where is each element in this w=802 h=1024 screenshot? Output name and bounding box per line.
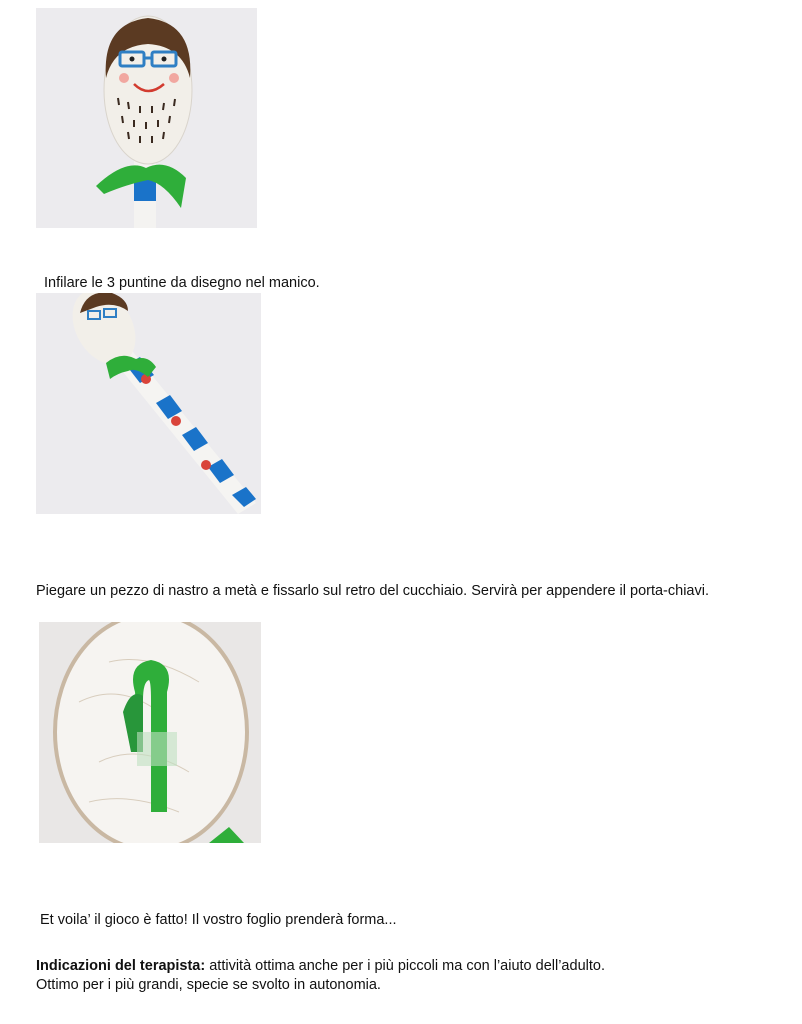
therapist-notes-line2: Ottimo per i più grandi, specie se svolto in autonomia. — [36, 977, 381, 993]
photo-spoon-handle — [36, 293, 261, 514]
photo-spoon-face — [36, 8, 257, 228]
step-2-caption: Infilare le 3 puntine da disegno nel manico. — [44, 275, 320, 291]
therapist-text: attività ottima anche per i più piccoli ma con l’aiuto dell’adulto. — [205, 958, 605, 974]
therapist-label: Indicazioni del terapista: — [36, 958, 206, 974]
spoon-back-illustration — [39, 622, 261, 843]
photo-spoon-back — [39, 622, 261, 843]
spoon-face-illustration — [36, 8, 257, 228]
closing-text: Et voila’ il gioco è fatto! Il vostro foglio prenderà forma... — [40, 912, 397, 928]
step-3-caption: Piegare un pezzo di nastro a metà e fissarlo sul retro del cucchiaio. Servirà per appendere il porta-chiavi. — [36, 583, 709, 599]
spoon-handle-illustration — [36, 293, 261, 514]
therapist-notes — [36, 957, 605, 976]
